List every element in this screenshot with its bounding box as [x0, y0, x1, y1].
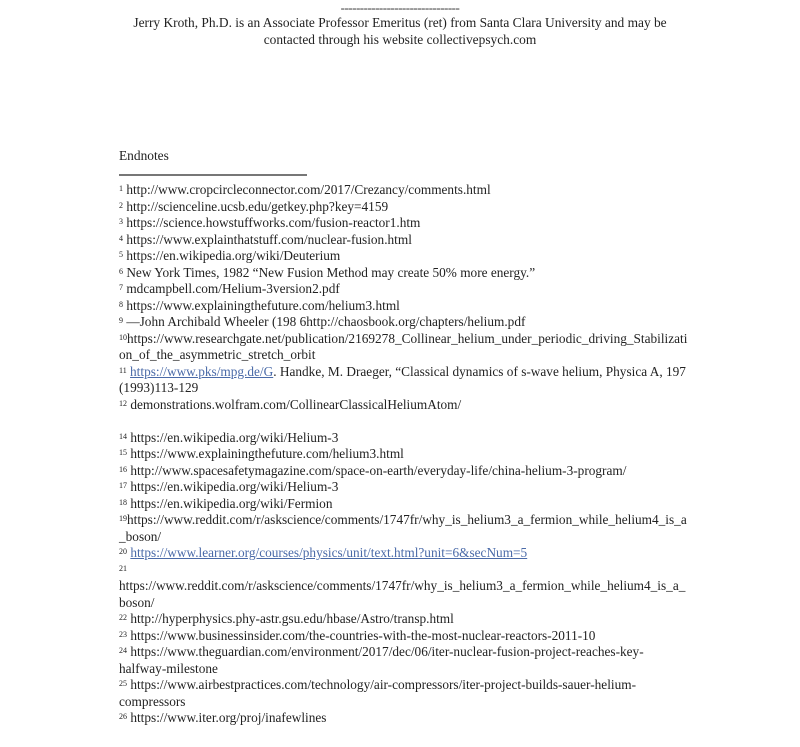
endnote-text: https://www.businessinsider.com/the-countries-with-the-most-nuclear-reactors-2011-10	[130, 627, 596, 643]
endnote-number: 10	[119, 332, 127, 342]
endnote-number: 19	[119, 514, 127, 523]
endnote-number: 1	[119, 184, 123, 193]
endnote-10	[119, 331, 689, 364]
endnote-number: 5	[119, 250, 123, 259]
endnote-text: —John Archibald Wheeler (198 6http://chaosbook.org/chapters/helium.pdf	[126, 314, 526, 329]
endnote-25	[119, 677, 689, 710]
endnote-5	[119, 248, 689, 265]
endnotes-heading: Endnotes	[119, 148, 169, 163]
blank-line	[119, 413, 689, 430]
endnote-text: https://en.wikipedia.org/wiki/Helium-3	[130, 479, 339, 494]
endnote-number: 26	[119, 712, 127, 721]
endnote-1	[119, 182, 689, 199]
endnote-number: 14	[119, 431, 127, 441]
endnote-text: https://science.howstuffworks.com/fusion-reactor1.htm	[126, 215, 421, 230]
endnote-text: http://scienceline.ucsb.edu/getkey.php?key=4159	[126, 198, 389, 214]
endnote-text: https://en.wikipedia.org/wiki/Fermion	[130, 495, 333, 511]
endnote-24	[119, 644, 689, 677]
endnote-number: 22	[119, 613, 127, 622]
endnote-7	[119, 281, 689, 298]
endnote-text: https://www.explainingthefuture.com/helium3.html	[126, 297, 400, 313]
endnote-number: 20	[119, 547, 127, 556]
endnote-text: https://en.wikipedia.org/wiki/Helium-3	[130, 429, 339, 445]
endnote-number: 25	[119, 679, 127, 688]
endnote-text: New York Times, 1982 “New Fusion Method may create 50% more energy.”	[126, 264, 536, 280]
endnote-number: 17	[119, 481, 127, 490]
endnote-link[interactable]: https://www.learner.org/courses/physics/unit/text.html?unit=6&secNum=5	[130, 545, 528, 560]
endnote-6	[119, 265, 689, 282]
endnote-number: 9	[119, 316, 123, 325]
endnote-20	[119, 545, 689, 562]
endnote-text: https://www.reddit.com/r/askscience/comments/1747fr/why_is_helium3_a_fermion_while_helium4_is_a_boson/	[119, 578, 686, 610]
section-divider: -------------------------------	[340, 0, 460, 15]
endnote-11	[119, 364, 689, 397]
endnote-17	[119, 479, 689, 496]
endnote-number: 8	[119, 299, 123, 309]
endnote-9	[119, 314, 689, 331]
endnote-number: 24	[119, 646, 127, 655]
endnotes-rule	[119, 174, 307, 176]
endnote-number: 23	[119, 629, 127, 639]
endnote-text: https://www.theguardian.com/environment/2017/dec/06/iter-nuclear-fusion-project-reaches-key-halfway-milestone	[119, 644, 644, 676]
endnote-number: 4	[119, 233, 123, 243]
endnote-text: https://www.explainingthefuture.com/helium3.html	[130, 446, 404, 461]
endnote-19	[119, 512, 689, 545]
endnotes-list	[119, 182, 689, 727]
endnote-number: 21	[119, 563, 127, 573]
endnote-text: https://www.iter.org/proj/inafewlines	[130, 710, 327, 725]
endnote-number: 3	[119, 217, 123, 226]
endnote-text: mdcampbell.com/Helium-3version2.pdf	[126, 281, 340, 296]
endnote-text: https://www.airbestpractices.com/technology/air-compressors/iter-project-builds-sauer-helium-compressors	[119, 677, 637, 709]
endnote-text: http://hyperphysics.phy-astr.gsu.edu/hbase/Astro/transp.html	[130, 611, 454, 626]
endnote-22	[119, 611, 689, 628]
endnote-link[interactable]: https://www.pks/mpg.de/G	[130, 363, 274, 379]
endnote-text: https://www.reddit.com/r/askscience/comments/1747fr/why_is_helium3_a_fermion_while_helium4_is_a_boson/	[119, 512, 687, 544]
endnote-23	[119, 628, 689, 645]
endnote-2	[119, 199, 689, 216]
endnote-12	[119, 397, 689, 414]
endnote-number: 16	[119, 464, 127, 474]
endnote-text: . Handke, M. Draeger, “Classical dynamics of s-wave helium, Physica A, 197 (1993)113-129	[119, 363, 686, 395]
endnote-4	[119, 232, 689, 249]
endnote-8	[119, 298, 689, 315]
endnote-number: 6	[119, 266, 123, 276]
endnote-number: 15	[119, 448, 127, 457]
endnote-18	[119, 496, 689, 513]
endnote-14	[119, 430, 689, 447]
endnote-26	[119, 710, 689, 727]
endnote-21	[119, 562, 689, 612]
endnote-text: demonstrations.wolfram.com/CollinearClassicalHeliumAtom/	[130, 396, 462, 412]
endnote-number: 11	[119, 365, 127, 375]
endnote-3	[119, 215, 689, 232]
endnote-number: 18	[119, 497, 127, 507]
endnote-number: 7	[119, 283, 123, 292]
endnote-text: https://en.wikipedia.org/wiki/Deuterium	[126, 248, 341, 263]
endnote-text: https://www.researchgate.net/publication/2169278_Collinear_helium_under_periodic_driving_Stabilization_of_the_asymmetric_stretch_orbit	[119, 330, 688, 362]
endnote-16	[119, 463, 689, 480]
endnote-number: 2	[119, 200, 123, 210]
endnote-15	[119, 446, 689, 463]
endnote-number: 12	[119, 398, 127, 408]
endnote-text: http://www.spacesafetymagazine.com/space-on-earth/everyday-life/china-helium-3-program/	[130, 462, 627, 478]
author-bio: Jerry Kroth, Ph.D. is an Associate Professor Emeritus (ret) from Santa Clara University and may be contacted through his website collectivepsych.com	[133, 15, 667, 47]
endnote-text: http://www.cropcircleconnector.com/2017/Crezancy/comments.html	[126, 182, 491, 197]
endnote-text: https://www.explainthatstuff.com/nuclear-fusion.html	[126, 231, 412, 247]
